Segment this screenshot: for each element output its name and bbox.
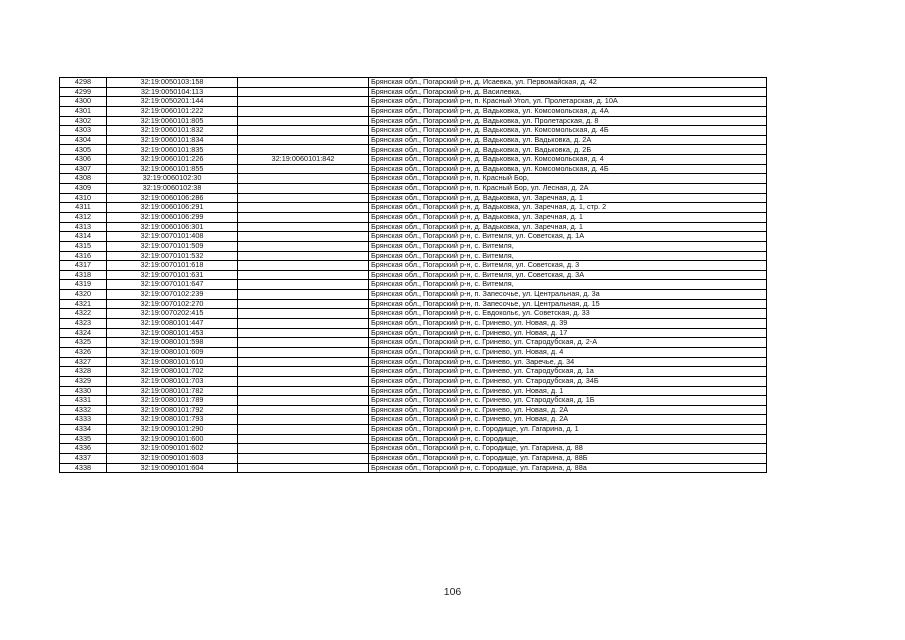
- table-row: [60, 212, 767, 222]
- previous-cadastral-number-cell: [238, 164, 369, 174]
- cadastral-number-cell: 32:19:0070101:631: [107, 270, 238, 280]
- table-row: [60, 280, 767, 290]
- address-cell: Брянская обл., Погарский р-н, с. Витемля,: [369, 251, 767, 261]
- table-row: [60, 106, 767, 116]
- previous-cadastral-number-cell: [238, 396, 369, 406]
- address-cell: Брянская обл., Погарский р-н, д. Вадьковка, ул. Вадьковка, д. 2А: [369, 135, 767, 145]
- address-cell: Брянская обл., Погарский р-н, д. Вадьковка, ул. Комсомольская, д. 4Б: [369, 126, 767, 136]
- table-row: [60, 241, 767, 251]
- previous-cadastral-number-cell: [238, 415, 369, 425]
- table-row: [60, 367, 767, 377]
- row-number-cell: 4338: [60, 463, 107, 473]
- address-cell: Брянская обл., Погарский р-н, п. Красный Бор,: [369, 174, 767, 184]
- previous-cadastral-number-cell: [238, 280, 369, 290]
- table-row: [60, 270, 767, 280]
- table-row: [60, 444, 767, 454]
- previous-cadastral-number-cell: [238, 78, 369, 88]
- address-cell: Брянская обл., Погарский р-н, с. Гринево, ул. Новая, д. 2А: [369, 415, 767, 425]
- cadastral-number-cell: 32:19:0080101:782: [107, 386, 238, 396]
- previous-cadastral-number-cell: [238, 270, 369, 280]
- table-row: [60, 338, 767, 348]
- address-cell: Брянская обл., Погарский р-н, д. Исаевка, ул. Первомайская, д. 42: [369, 78, 767, 88]
- row-number-cell: 4319: [60, 280, 107, 290]
- cadastral-number-cell: 32:19:0060101:222: [107, 106, 238, 116]
- address-cell: Брянская обл., Погарский р-н, с. Городище, ул. Гагарина, д. 88: [369, 444, 767, 454]
- cadastral-number-cell: 32:19:0060101:834: [107, 135, 238, 145]
- address-cell: Брянская обл., Погарский р-н, с. Гринево, ул. Заречье, д. 34: [369, 357, 767, 367]
- cadastral-number-cell: 32:19:0090101:603: [107, 453, 238, 463]
- previous-cadastral-number-cell: [238, 328, 369, 338]
- row-number-cell: 4299: [60, 87, 107, 97]
- previous-cadastral-number-cell: [238, 367, 369, 377]
- previous-cadastral-number-cell: [238, 434, 369, 444]
- previous-cadastral-number-cell: [238, 241, 369, 251]
- previous-cadastral-number-cell: [238, 338, 369, 348]
- cadastral-number-cell: 32:19:0050103:158: [107, 78, 238, 88]
- table-row: [60, 164, 767, 174]
- address-cell: Брянская обл., Погарский р-н, с. Витемля, ул. Советская, д. 3А: [369, 270, 767, 280]
- cadastral-number-cell: 32:19:0070101:509: [107, 241, 238, 251]
- row-number-cell: 4307: [60, 164, 107, 174]
- row-number-cell: 4330: [60, 386, 107, 396]
- cadastral-number-cell: 32:19:0060101:805: [107, 116, 238, 126]
- previous-cadastral-number-cell: [238, 319, 369, 329]
- table-row: [60, 203, 767, 213]
- table-row: [60, 261, 767, 271]
- previous-cadastral-number-cell: [238, 290, 369, 300]
- cadastral-number-cell: 32:19:0080101:609: [107, 347, 238, 357]
- row-number-cell: 4331: [60, 396, 107, 406]
- address-cell: Брянская обл., Погарский р-н, п. Красный Бор, ул. Лесная, д. 2А: [369, 184, 767, 194]
- table-row: [60, 405, 767, 415]
- address-cell: Брянская обл., Погарский р-н, с. Гринево, ул. Новая, д. 4: [369, 347, 767, 357]
- table-row: [60, 135, 767, 145]
- row-number-cell: 4325: [60, 338, 107, 348]
- previous-cadastral-number-cell: [238, 405, 369, 415]
- row-number-cell: 4303: [60, 126, 107, 136]
- address-cell: Брянская обл., Погарский р-н, с. Городище, ул. Гагарина, д. 88а: [369, 463, 767, 473]
- cadastral-number-cell: 32:19:0080101:598: [107, 338, 238, 348]
- previous-cadastral-number-cell: [238, 106, 369, 116]
- row-number-cell: 4316: [60, 251, 107, 261]
- address-cell: Брянская обл., Погарский р-н, д. Василевка,: [369, 87, 767, 97]
- cadastral-number-cell: 32:19:0060101:835: [107, 145, 238, 155]
- row-number-cell: 4302: [60, 116, 107, 126]
- table-row: [60, 328, 767, 338]
- registry-table-body: [60, 78, 767, 473]
- cadastral-number-cell: 32:19:0060102:38: [107, 184, 238, 194]
- address-cell: Брянская обл., Погарский р-н, с. Гринево, ул. Стародубская, д. 2-А: [369, 338, 767, 348]
- row-number-cell: 4334: [60, 425, 107, 435]
- address-cell: Брянская обл., Погарский р-н, с. Витемля, ул. Советская, д. 3: [369, 261, 767, 271]
- address-cell: Брянская обл., Погарский р-н, д. Вадьковка, ул. Комсомольская, д. 4Б: [369, 164, 767, 174]
- table-row: [60, 376, 767, 386]
- cadastral-number-cell: 32:19:0080101:792: [107, 405, 238, 415]
- address-cell: Брянская обл., Погарский р-н, п. Запесочье, ул. Центральная, д. 15: [369, 299, 767, 309]
- row-number-cell: 4314: [60, 232, 107, 242]
- cadastral-number-cell: 32:19:0090101:602: [107, 444, 238, 454]
- previous-cadastral-number-cell: [238, 222, 369, 232]
- previous-cadastral-number-cell: [238, 425, 369, 435]
- page-number: 106: [443, 586, 462, 598]
- previous-cadastral-number-cell: [238, 299, 369, 309]
- cadastral-number-cell: 32:19:0060106:299: [107, 212, 238, 222]
- row-number-cell: 4309: [60, 184, 107, 194]
- row-number-cell: 4323: [60, 319, 107, 329]
- cadastral-number-cell: 32:19:0080101:447: [107, 319, 238, 329]
- cadastral-number-cell: 32:19:0060101:832: [107, 126, 238, 136]
- row-number-cell: 4318: [60, 270, 107, 280]
- previous-cadastral-number-cell: [238, 453, 369, 463]
- table-row: [60, 309, 767, 319]
- cadastral-number-cell: 32:19:0070101:647: [107, 280, 238, 290]
- table-row: [60, 251, 767, 261]
- previous-cadastral-number-cell: [238, 347, 369, 357]
- previous-cadastral-number-cell: [238, 309, 369, 319]
- address-cell: Брянская обл., Погарский р-н, д. Вадьковка, ул. Заречная, д. 1: [369, 222, 767, 232]
- table-row: [60, 193, 767, 203]
- row-number-cell: 4298: [60, 78, 107, 88]
- row-number-cell: 4311: [60, 203, 107, 213]
- cadastral-number-cell: 32:19:0070101:618: [107, 261, 238, 271]
- previous-cadastral-number-cell: [238, 232, 369, 242]
- row-number-cell: 4305: [60, 145, 107, 155]
- previous-cadastral-number-cell: [238, 251, 369, 261]
- registry-table: [59, 77, 767, 473]
- table-row: [60, 386, 767, 396]
- table-row: [60, 155, 767, 165]
- address-cell: Брянская обл., Погарский р-н, д. Вадьковка, ул. Комсомольская, д. 4А: [369, 106, 767, 116]
- cadastral-number-cell: 32:19:0080101:793: [107, 415, 238, 425]
- previous-cadastral-number-cell: [238, 135, 369, 145]
- table-row: [60, 396, 767, 406]
- cadastral-number-cell: 32:19:0070102:270: [107, 299, 238, 309]
- cadastral-number-cell: 32:19:0070102:239: [107, 290, 238, 300]
- address-cell: Брянская обл., Погарский р-н, с. Гринево, ул. Новая, д. 1: [369, 386, 767, 396]
- table-row: [60, 453, 767, 463]
- previous-cadastral-number-cell: [238, 184, 369, 194]
- row-number-cell: 4317: [60, 261, 107, 271]
- previous-cadastral-number-cell: [238, 386, 369, 396]
- row-number-cell: 4335: [60, 434, 107, 444]
- previous-cadastral-number-cell: [238, 203, 369, 213]
- address-cell: Брянская обл., Погарский р-н, д. Вадьковка, ул. Пролетарская, д. 8: [369, 116, 767, 126]
- row-number-cell: 4333: [60, 415, 107, 425]
- address-cell: Брянская обл., Погарский р-н, с. Евдокольє, ул. Советская, д. 33: [369, 309, 767, 319]
- previous-cadastral-number-cell: 32:19:0060101:842: [238, 155, 369, 165]
- address-cell: Брянская обл., Погарский р-н, с. Гринево, ул. Новая, д. 2А: [369, 405, 767, 415]
- address-cell: Брянская обл., Погарский р-н, с. Городище,: [369, 434, 767, 444]
- address-cell: Брянская обл., Погарский р-н, с. Гринево, ул. Новая, д. 39: [369, 319, 767, 329]
- address-cell: Брянская обл., Погарский р-н, п. Запесочье, ул. Центральная, д. 3а: [369, 290, 767, 300]
- cadastral-number-cell: 32:19:0080101:789: [107, 396, 238, 406]
- row-number-cell: 4336: [60, 444, 107, 454]
- row-number-cell: 4328: [60, 367, 107, 377]
- address-cell: Брянская обл., Погарский р-н, с. Витемля,: [369, 241, 767, 251]
- table-row: [60, 78, 767, 88]
- row-number-cell: 4301: [60, 106, 107, 116]
- previous-cadastral-number-cell: [238, 145, 369, 155]
- row-number-cell: 4329: [60, 376, 107, 386]
- previous-cadastral-number-cell: [238, 357, 369, 367]
- cadastral-number-cell: 32:19:0050104:113: [107, 87, 238, 97]
- previous-cadastral-number-cell: [238, 376, 369, 386]
- previous-cadastral-number-cell: [238, 174, 369, 184]
- table-row: [60, 319, 767, 329]
- cadastral-number-cell: 32:19:0050201:144: [107, 97, 238, 107]
- cadastral-number-cell: 32:19:0080101:610: [107, 357, 238, 367]
- address-cell: Брянская обл., Погарский р-н, с. Гринево, ул. Новая, д. 17: [369, 328, 767, 338]
- address-cell: Брянская обл., Погарский р-н, с. Гринево, ул. Стародубская, д. 1Б: [369, 396, 767, 406]
- cadastral-number-cell: 32:19:0070101:408: [107, 232, 238, 242]
- table-row: [60, 97, 767, 107]
- table-row: [60, 174, 767, 184]
- row-number-cell: 4322: [60, 309, 107, 319]
- cadastral-number-cell: 32:19:0090101:604: [107, 463, 238, 473]
- table-row: [60, 290, 767, 300]
- table-row: [60, 463, 767, 473]
- table-row: [60, 87, 767, 97]
- address-cell: Брянская обл., Погарский р-н, д. Вадьковка, ул. Заречная, д. 1: [369, 193, 767, 203]
- row-number-cell: 4332: [60, 405, 107, 415]
- table-row: [60, 126, 767, 136]
- table-row: [60, 145, 767, 155]
- previous-cadastral-number-cell: [238, 261, 369, 271]
- row-number-cell: 4324: [60, 328, 107, 338]
- address-cell: Брянская обл., Погарский р-н, п. Красный Угол, ул. Пролетарская, д. 10А: [369, 97, 767, 107]
- address-cell: Брянская обл., Погарский р-н, д. Вадьковка, ул. Заречная, д. 1: [369, 212, 767, 222]
- row-number-cell: 4320: [60, 290, 107, 300]
- cadastral-number-cell: 32:19:0060106:291: [107, 203, 238, 213]
- address-cell: Брянская обл., Погарский р-н, с. Витемля, ул. Советская, д. 1А: [369, 232, 767, 242]
- address-cell: Брянская обл., Погарский р-н, с. Гринево, ул. Стародубская, д. 34Б: [369, 376, 767, 386]
- table-row: [60, 434, 767, 444]
- row-number-cell: 4306: [60, 155, 107, 165]
- previous-cadastral-number-cell: [238, 116, 369, 126]
- row-number-cell: 4315: [60, 241, 107, 251]
- table-row: [60, 232, 767, 242]
- cadastral-number-cell: 32:19:0060106:286: [107, 193, 238, 203]
- address-cell: Брянская обл., Погарский р-н, д. Вадьковка, ул. Вадьковка, д. 2Б: [369, 145, 767, 155]
- address-cell: Брянская обл., Погарский р-н, д. Вадьковка, ул. Комсомольская, д. 4: [369, 155, 767, 165]
- previous-cadastral-number-cell: [238, 463, 369, 473]
- row-number-cell: 4304: [60, 135, 107, 145]
- table-row: [60, 357, 767, 367]
- previous-cadastral-number-cell: [238, 193, 369, 203]
- row-number-cell: 4327: [60, 357, 107, 367]
- table-row: [60, 299, 767, 309]
- row-number-cell: 4326: [60, 347, 107, 357]
- address-cell: Брянская обл., Погарский р-н, с. Городище, ул. Гагарина, д. 1: [369, 425, 767, 435]
- cadastral-number-cell: 32:19:0070101:532: [107, 251, 238, 261]
- table-row: [60, 184, 767, 194]
- row-number-cell: 4313: [60, 222, 107, 232]
- row-number-cell: 4321: [60, 299, 107, 309]
- cadastral-number-cell: 32:19:0090101:290: [107, 425, 238, 435]
- row-number-cell: 4337: [60, 453, 107, 463]
- cadastral-number-cell: 32:19:0060101:226: [107, 155, 238, 165]
- table-row: [60, 116, 767, 126]
- table-row: [60, 347, 767, 357]
- cadastral-number-cell: 32:19:0080101:702: [107, 367, 238, 377]
- address-cell: Брянская обл., Погарский р-н, с. Гринево, ул. Стародубская, д. 1а: [369, 367, 767, 377]
- address-cell: Брянская обл., Погарский р-н, с. Витемля,: [369, 280, 767, 290]
- table-row: [60, 425, 767, 435]
- previous-cadastral-number-cell: [238, 87, 369, 97]
- table-row: [60, 415, 767, 425]
- cadastral-number-cell: 32:19:0090101:600: [107, 434, 238, 444]
- cadastral-number-cell: 32:19:0060102:30: [107, 174, 238, 184]
- previous-cadastral-number-cell: [238, 212, 369, 222]
- row-number-cell: 4312: [60, 212, 107, 222]
- cadastral-number-cell: 32:19:0070202:415: [107, 309, 238, 319]
- address-cell: Брянская обл., Погарский р-н, д. Вадьковка, ул. Заречная, д. 1, стр. 2: [369, 203, 767, 213]
- cadastral-number-cell: 32:19:0060106:301: [107, 222, 238, 232]
- previous-cadastral-number-cell: [238, 126, 369, 136]
- row-number-cell: 4308: [60, 174, 107, 184]
- table-row: [60, 222, 767, 232]
- address-cell: Брянская обл., Погарский р-н, с. Городище, ул. Гагарина, д. 88Б: [369, 453, 767, 463]
- row-number-cell: 4310: [60, 193, 107, 203]
- cadastral-number-cell: 32:19:0080101:703: [107, 376, 238, 386]
- previous-cadastral-number-cell: [238, 97, 369, 107]
- cadastral-number-cell: 32:19:0080101:453: [107, 328, 238, 338]
- previous-cadastral-number-cell: [238, 444, 369, 454]
- row-number-cell: 4300: [60, 97, 107, 107]
- cadastral-number-cell: 32:19:0060101:855: [107, 164, 238, 174]
